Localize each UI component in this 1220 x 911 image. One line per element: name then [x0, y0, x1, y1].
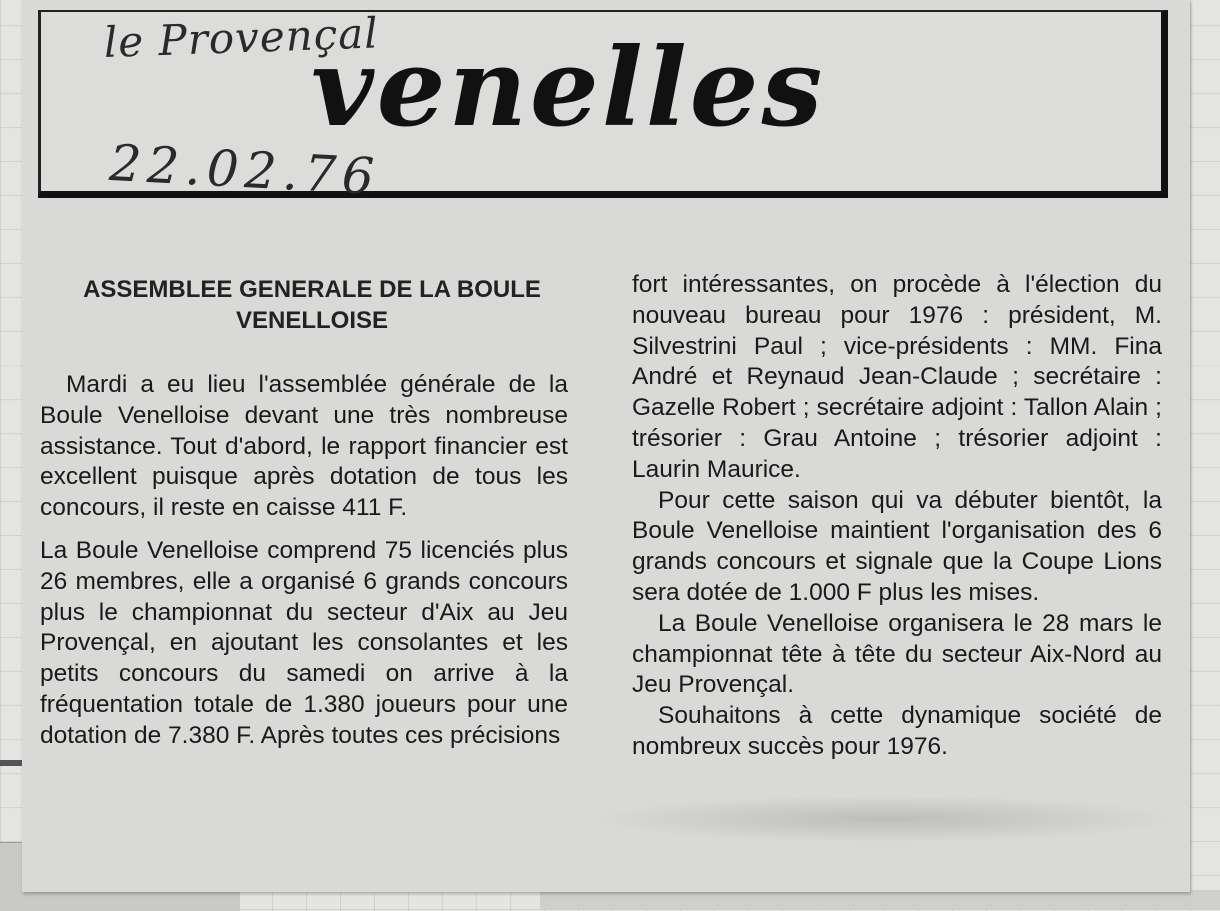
paragraph: La Boule Venelloise organisera le 28 mars le championnat tête à tête du secteur Aix-Nord au Jeu Provençal. [632, 609, 1162, 699]
handwritten-date: 22.02.76 [107, 134, 382, 207]
paragraph: La Boule Venelloise comprend 75 licenciés plus 26 membres, elle a organisé 6 grands concours plus le championnat du secteur d'Aix au Jeu Provençal, en ajoutant les consolantes et les petits concours du samedi on arrive à la fréquentation totale de 1.380 joueurs pour une dotation de 7.380 F. Après toutes ces précisions [40, 536, 568, 749]
paragraph: fort intéressantes, on procède à l'élection du nouveau bureau pour 1976 : président, M. Silvestrini Paul ; vice-présidents : MM. Fina André et Reynaud Jean-Claude ; secrétaire : Gazelle Robert ; secrétaire adjoint : Tallon Alain ; trésorier : Grau Antoine ; trésorier adjoint : Laurin Maurice. [632, 271, 1162, 483]
section-title: venelles [311, 25, 826, 151]
paragraph: Pour cette saison qui va débuter bientôt, la Boule Venelloise maintient l'organisation des 6 grands concours et signale que la Coupe Lions sera dotée de 1.000 F plus les mises. [632, 486, 1162, 606]
section-masthead [38, 8, 1168, 207]
article-column-left [40, 370, 568, 752]
page-edge-mark [0, 760, 22, 766]
paragraph: Mardi a eu lieu l'assemblée générale de la Boule Venelloise devant une très nombreuse assistance. Tout d'abord, le rapport financier est excellent puisque après dotation de tous les concours, il reste en caisse 411 F. [40, 371, 568, 522]
handwritten-newspaper-name: le Provençal [103, 8, 380, 67]
article-column-right [632, 270, 1162, 763]
article-headline: ASSEMBLEE GENERALE DE LA BOULE VENELLOISE [83, 276, 541, 334]
underlying-paper-strip [540, 890, 1220, 910]
paragraph: Souhaitons à cette dynamique société de nombreux succès pour 1976. [632, 702, 1162, 760]
